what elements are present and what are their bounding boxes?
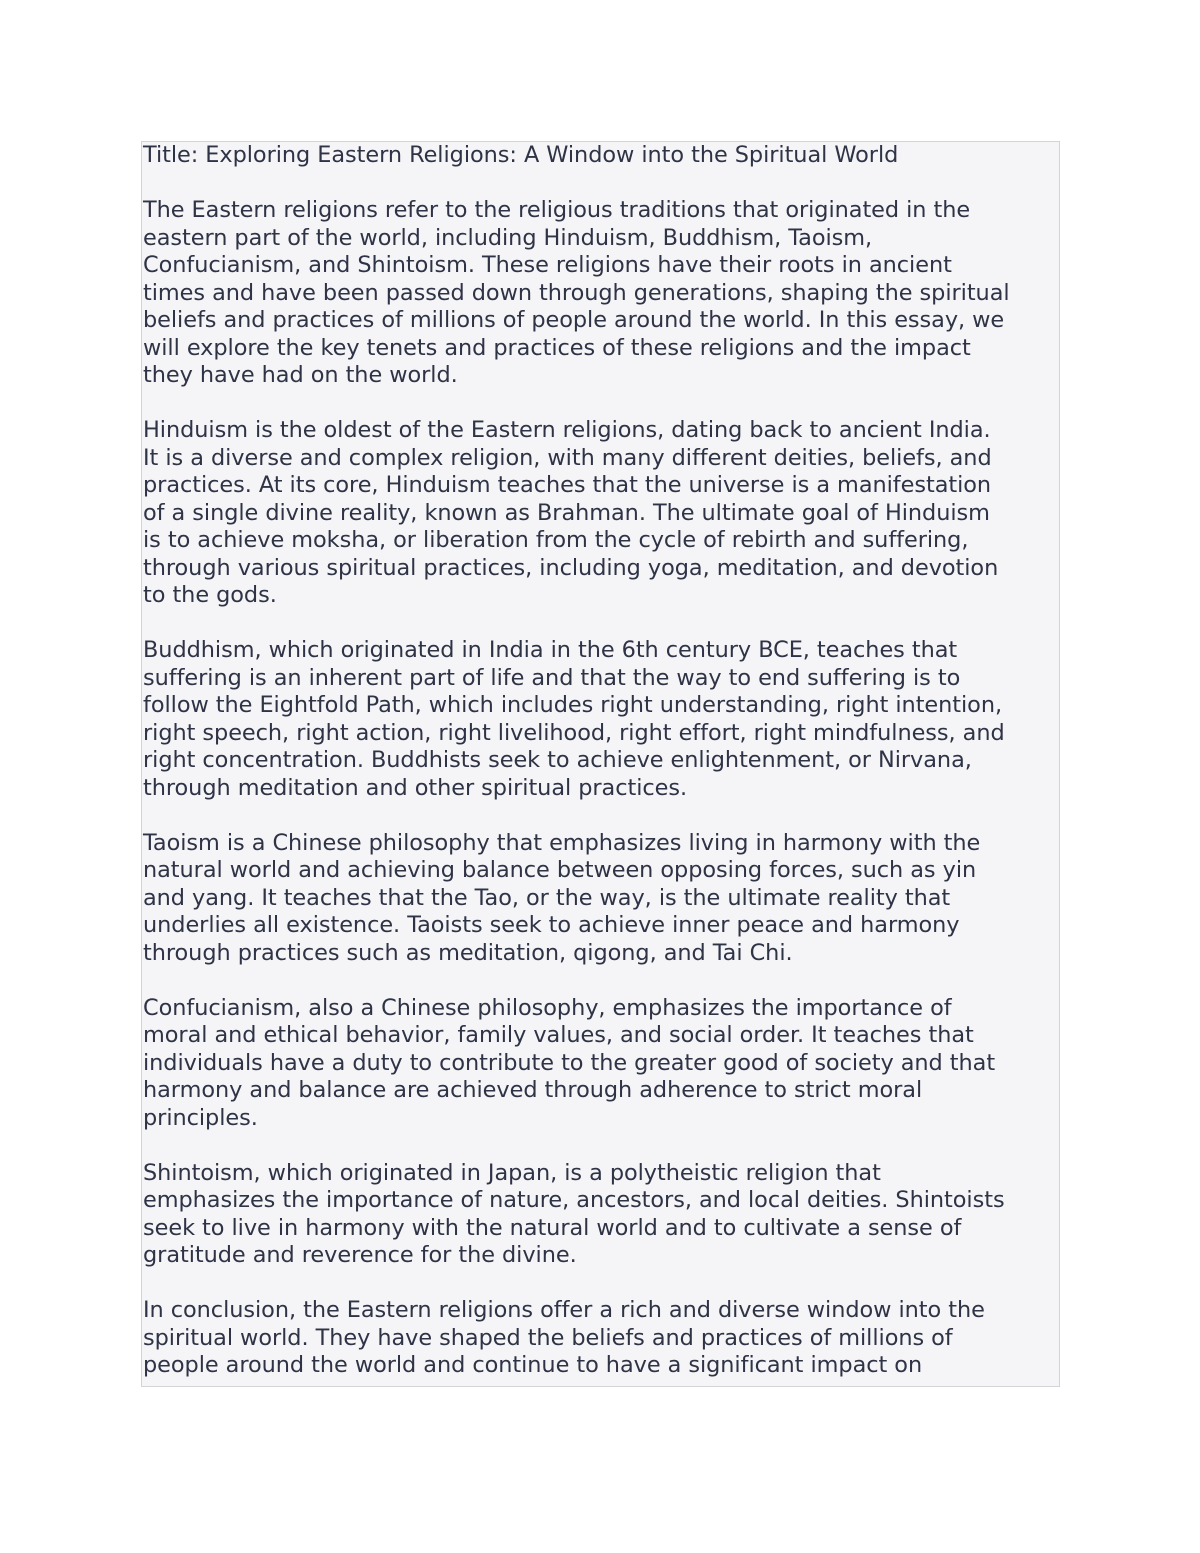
paragraph-line: suffering is an inherent part of life and that the way to end suffering is to (143, 664, 961, 691)
paragraph-gap (143, 390, 1059, 418)
paragraph-line: spiritual world. They have shaped the beliefs and practices of millions of (143, 1324, 953, 1351)
paragraph-line: Confucianism, and Shintoism. These religions have their roots in ancient (143, 252, 952, 278)
paragraph-line: they have had on the world. (143, 362, 458, 388)
paragraph-line: people around the world and continue to have a significant impact on (143, 1352, 923, 1378)
essay-paragraph (143, 637, 1059, 802)
paragraph-line: Taoism is a Chinese philosophy that emphasizes living in harmony with the (143, 829, 981, 856)
paragraph-line: beliefs and practices of millions of people around the world. In this essay, we (143, 307, 1005, 333)
paragraph-line: right speech, right action, right livelihood, right effort, right mindfulness, and (143, 719, 1005, 746)
paragraph-line: In conclusion, the Eastern religions offer a rich and diverse window into the (143, 1297, 985, 1323)
paragraph-line: through meditation and other spiritual practices. (143, 774, 688, 801)
paragraph-line: moral and ethical behavior, family values, and social order. It teaches that (143, 1022, 974, 1048)
paragraph-line: will explore the key tenets and practices of these religions and the impact (143, 334, 971, 361)
paragraph-line: Shintoism, which originated in Japan, is a polytheistic religion that (143, 1159, 881, 1186)
paragraph-gap (143, 610, 1059, 638)
paragraph-line: natural world and achieving balance between opposing forces, such as yin (143, 857, 977, 883)
essay-body (143, 197, 1059, 1380)
paragraph-gap (143, 170, 1059, 198)
paragraph-line: to the gods. (143, 582, 277, 608)
paragraph-line: seek to live in harmony with the natural world and to cultivate a sense of (143, 1214, 962, 1241)
paragraph-line: right concentration. Buddhists seek to achieve enlightenment, or Nirvana, (143, 747, 972, 773)
paragraph-line: eastern part of the world, including Hinduism, Buddhism, Taoism, (143, 224, 873, 251)
paragraph-line: It is a diverse and complex religion, with many different deities, beliefs, and (143, 444, 992, 471)
essay-paragraph (143, 995, 1059, 1133)
essay-text-box (141, 141, 1060, 1387)
paragraph-line: Hinduism is the oldest of the Eastern religions, dating back to ancient India. (143, 417, 991, 443)
paragraph-line: is to achieve moksha, or liberation from the cycle of rebirth and suffering, (143, 527, 969, 553)
paragraph-line: through practices such as meditation, qigong, and Tai Chi. (143, 939, 793, 966)
paragraph-gap (143, 967, 1059, 995)
paragraph-line: underlies all existence. Taoists seek to achieve inner peace and harmony (143, 912, 960, 938)
paragraph-gap (143, 1270, 1059, 1298)
essay-paragraph (143, 1160, 1059, 1270)
paragraph-line: principles. (143, 1104, 258, 1131)
paragraph-line: through various spiritual practices, including yoga, meditation, and devotion (143, 554, 999, 581)
paragraph-gap (143, 802, 1059, 830)
paragraph-line: Confucianism, also a Chinese philosophy, emphasizes the importance of (143, 994, 952, 1021)
paragraph-line: of a single divine reality, known as Brahman. The ultimate goal of Hinduism (143, 499, 990, 526)
paragraph-line: follow the Eightfold Path, which includes right understanding, right intention, (143, 692, 1003, 718)
paragraph-line: Buddhism, which originated in India in the 6th century BCE, teaches that (143, 637, 958, 663)
paragraph-line: The Eastern religions refer to the religious traditions that originated in the (143, 197, 971, 223)
paragraph-line: and yang. It teaches that the Tao, or the way, is the ultimate reality that (143, 884, 951, 911)
essay-paragraph (143, 417, 1059, 610)
essay-paragraph (143, 830, 1059, 968)
paragraph-line: practices. At its core, Hinduism teaches that the universe is a manifestation (143, 472, 992, 498)
essay-title: Title: Exploring Eastern Religions: A Window into the Spiritual World (143, 142, 899, 168)
essay-paragraph (143, 1297, 1059, 1380)
paragraph-line: gratitude and reverence for the divine. (143, 1242, 577, 1268)
paragraph-line: times and have been passed down through generations, shaping the spiritual (143, 279, 1010, 306)
paragraph-gap (143, 1132, 1059, 1160)
paragraph-line: emphasizes the importance of nature, ancestors, and local deities. Shintoists (143, 1187, 1005, 1213)
paragraph-line: harmony and balance are achieved through adherence to strict moral (143, 1077, 923, 1103)
essay-paragraph (143, 197, 1059, 390)
paragraph-line: individuals have a duty to contribute to the greater good of society and that (143, 1049, 996, 1076)
